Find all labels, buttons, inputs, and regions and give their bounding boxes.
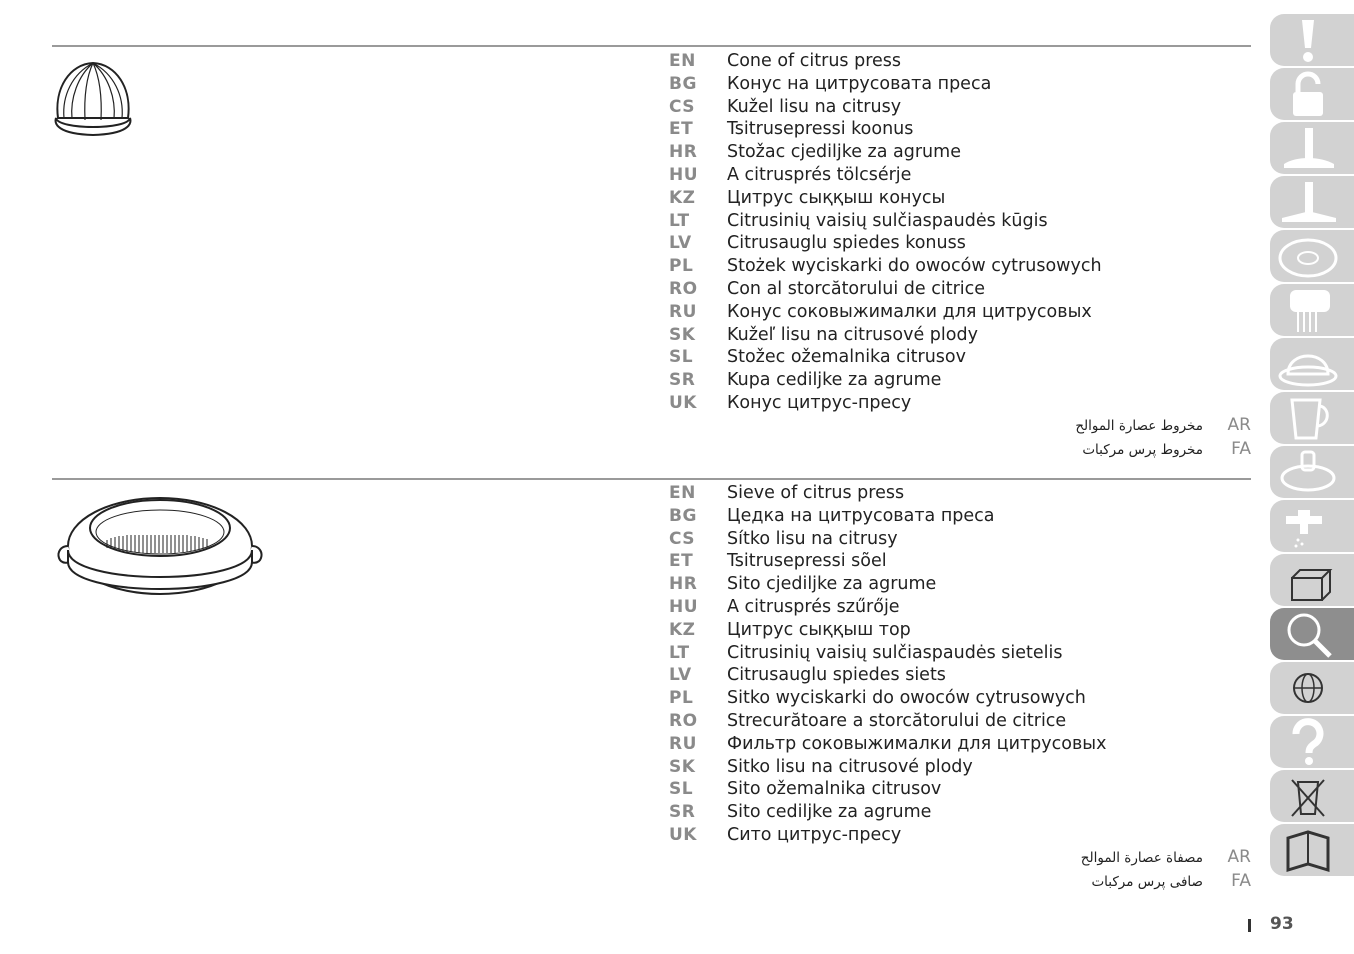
translation-row <box>669 505 1106 528</box>
exclamation-icon <box>1276 16 1340 64</box>
part-name: Citrusauglu spiedes siets <box>727 665 946 686</box>
language-code: HR <box>669 142 698 163</box>
chapter-tab[interactable] <box>1270 770 1354 822</box>
translation-row <box>669 756 1106 779</box>
part-name: A citrusprés szűrője <box>727 596 900 617</box>
part-name: Cone of citrus press <box>727 51 902 71</box>
chopper-blade-icon <box>1276 178 1340 226</box>
part-name-rtl: مخروط پرس مرکبات <box>1082 442 1203 458</box>
language-code: RU <box>669 733 697 754</box>
translation-row <box>669 824 1106 847</box>
part-name: Sítko lisu na citrusy <box>727 528 898 549</box>
chapter-tab[interactable] <box>1270 716 1354 768</box>
part-name-rtl: مصفاة عصارة الموالح <box>1080 850 1203 866</box>
language-code: LV <box>669 665 692 686</box>
disposal-bin-icon <box>1276 772 1340 820</box>
chapter-tab[interactable] <box>1270 284 1354 336</box>
chapter-tab[interactable] <box>1270 554 1354 606</box>
language-code: RU <box>669 301 697 322</box>
language-code: EN <box>669 51 696 71</box>
cone-translation-list <box>669 50 1102 415</box>
translation-row <box>669 801 1106 824</box>
translation-row <box>669 255 1102 278</box>
tap-cleaning-icon <box>1276 502 1340 550</box>
part-name: Sito ožemalnika citrusov <box>727 779 942 800</box>
translation-row <box>669 596 1106 619</box>
part-name: Kupa cediljke za agrume <box>727 370 942 391</box>
part-name: Kužeľ lisu na citrusové plody <box>727 324 978 345</box>
part-name: Strecurătoare a storcătorului de citrice <box>727 710 1067 731</box>
language-code: ET <box>669 551 694 572</box>
translation-row <box>669 528 1106 551</box>
part-name: Con al storcătorului de citrice <box>727 278 986 299</box>
chapter-tab[interactable] <box>1270 662 1354 714</box>
measuring-jug-icon <box>1276 394 1340 442</box>
magnifier-icon <box>1276 610 1340 658</box>
translation-row <box>669 118 1102 141</box>
language-code: UK <box>669 824 697 845</box>
translation-row <box>669 301 1102 324</box>
language-code: AR <box>1227 415 1251 435</box>
part-name: Citrusauglu spiedes konuss <box>727 233 966 254</box>
part-name: Stožac cjediljke za agrume <box>727 142 961 163</box>
chapter-tab[interactable] <box>1270 446 1354 498</box>
translation-row <box>669 778 1106 801</box>
part-name: Цитрус сыққыш тор <box>727 619 911 640</box>
section-divider-sieve <box>52 478 1251 480</box>
part-name: Конус на цитрусовата преса <box>727 73 992 94</box>
blender-blade-icon <box>1276 124 1340 172</box>
language-code: BG <box>669 73 697 94</box>
translation-row <box>669 141 1102 164</box>
translation-row <box>669 164 1102 187</box>
citrus-press-icon <box>1276 340 1340 388</box>
language-code: HU <box>669 596 699 617</box>
chapter-tab[interactable] <box>1270 824 1354 876</box>
language-code: FA <box>1231 439 1251 459</box>
part-name: Конус цитрус-пресу <box>727 392 912 413</box>
language-code: CS <box>669 528 696 549</box>
language-code: HU <box>669 164 699 185</box>
section-divider-cone <box>52 45 1251 47</box>
translation-row <box>669 664 1106 687</box>
chapter-tab[interactable] <box>1270 608 1354 660</box>
chapter-tab[interactable] <box>1270 338 1354 390</box>
part-name: Цедка на цитрусовата преса <box>727 505 995 526</box>
part-name: Citrusinių vaisių sulčiaspaudės kūgis <box>727 210 1048 231</box>
part-name: Stožec ožemalnika citrusov <box>727 347 966 368</box>
language-code: SK <box>669 324 696 345</box>
language-code: PL <box>669 688 694 709</box>
emulsifying-disc-icon <box>1276 286 1340 334</box>
language-code: FA <box>1231 871 1251 891</box>
part-name: Tsitrusepressi koonus <box>727 119 914 140</box>
translation-row <box>669 96 1102 119</box>
page-number: 93 <box>1270 914 1294 934</box>
part-name: Tsitrusepressi sõel <box>727 551 887 572</box>
part-name: Конус соковыжималки для цитрусовых <box>727 301 1092 322</box>
language-code: SR <box>669 802 696 823</box>
food-processor-icon <box>1276 448 1340 496</box>
language-code: BG <box>669 505 697 526</box>
translation-row <box>669 642 1106 665</box>
part-name-rtl: مخروط عصارة الموالح <box>1075 418 1203 434</box>
language-code: LT <box>669 642 690 663</box>
translation-row <box>669 710 1106 733</box>
language-code: EN <box>669 483 696 503</box>
slicing-disc-icon <box>1276 232 1340 280</box>
citrus-cone-illustration <box>50 58 136 140</box>
language-code: RO <box>669 278 698 299</box>
language-code: KZ <box>669 619 696 640</box>
language-code: CS <box>669 96 696 117</box>
language-code: LV <box>669 233 692 254</box>
part-name: Sito cjediljke za agrume <box>727 574 937 595</box>
language-code: UK <box>669 392 697 413</box>
translation-row <box>669 232 1102 255</box>
part-name: Фильтр соковыжималки для цитрусовых <box>727 733 1107 754</box>
sieve-translation-list <box>669 482 1106 847</box>
language-code: HR <box>669 574 698 595</box>
unlocked-padlock-icon <box>1276 70 1340 118</box>
chapter-tab[interactable] <box>1270 122 1354 174</box>
translation-row <box>669 733 1106 756</box>
chapter-tab[interactable] <box>1270 392 1354 444</box>
part-name: Kužel lisu na citrusy <box>727 96 902 117</box>
language-code: SL <box>669 347 694 368</box>
language-code: PL <box>669 256 694 277</box>
part-name: Sieve of citrus press <box>727 483 905 503</box>
rtl-translation-row <box>1091 869 1251 893</box>
translation-row <box>669 50 1102 73</box>
translation-row <box>669 369 1102 392</box>
language-code: KZ <box>669 187 696 208</box>
chapter-tab[interactable] <box>1270 68 1354 120</box>
translation-row <box>669 210 1102 233</box>
question-mark-icon <box>1276 718 1340 766</box>
language-code: SL <box>669 779 694 800</box>
language-code: LT <box>669 210 690 231</box>
part-name-rtl: صافی پرس مرکبات <box>1091 874 1203 890</box>
part-name: Citrusinių vaisių sulčiaspaudės sietelis <box>727 642 1063 663</box>
translation-row <box>669 550 1106 573</box>
rtl-translation-row <box>1075 413 1251 437</box>
translation-row <box>669 687 1106 710</box>
translation-row <box>669 187 1102 210</box>
translation-row <box>669 346 1102 369</box>
rtl-translation-row <box>1082 437 1251 461</box>
language-code: RO <box>669 710 698 731</box>
globe-guarantee-icon <box>1276 664 1340 712</box>
part-name: Цитрус сыққыш конусы <box>727 187 946 208</box>
rtl-translation-row <box>1081 845 1251 869</box>
part-name: A citrusprés tölcsérje <box>727 164 912 185</box>
translation-row <box>669 324 1102 347</box>
translation-row <box>669 619 1106 642</box>
chapter-tab[interactable] <box>1270 14 1354 66</box>
manual-book-icon <box>1276 826 1340 874</box>
part-name: Sito cediljke za agrume <box>727 802 932 823</box>
translation-row <box>669 573 1106 596</box>
language-code: ET <box>669 119 694 140</box>
page-number-marker <box>1248 919 1251 932</box>
part-name: Stożek wyciskarki do owoców cytrusowych <box>727 256 1102 277</box>
language-code: AR <box>1227 847 1251 867</box>
part-name: Sitko lisu na citrusové plody <box>727 756 973 777</box>
storage-box-icon <box>1276 556 1340 604</box>
language-code: SK <box>669 756 696 777</box>
chapter-tab[interactable] <box>1270 176 1354 228</box>
citrus-sieve-illustration <box>55 488 265 612</box>
translation-row <box>669 482 1106 505</box>
language-code: SR <box>669 370 696 391</box>
part-name: Sitko wyciskarki do owoców cytrusowych <box>727 688 1086 709</box>
translation-row <box>669 73 1102 96</box>
translation-row <box>669 278 1102 301</box>
part-name: Сито цитрус-пресу <box>727 824 902 845</box>
chapter-tab-sidebar <box>1270 14 1354 878</box>
chapter-tab[interactable] <box>1270 500 1354 552</box>
translation-row <box>669 392 1102 415</box>
chapter-tab[interactable] <box>1270 230 1354 282</box>
